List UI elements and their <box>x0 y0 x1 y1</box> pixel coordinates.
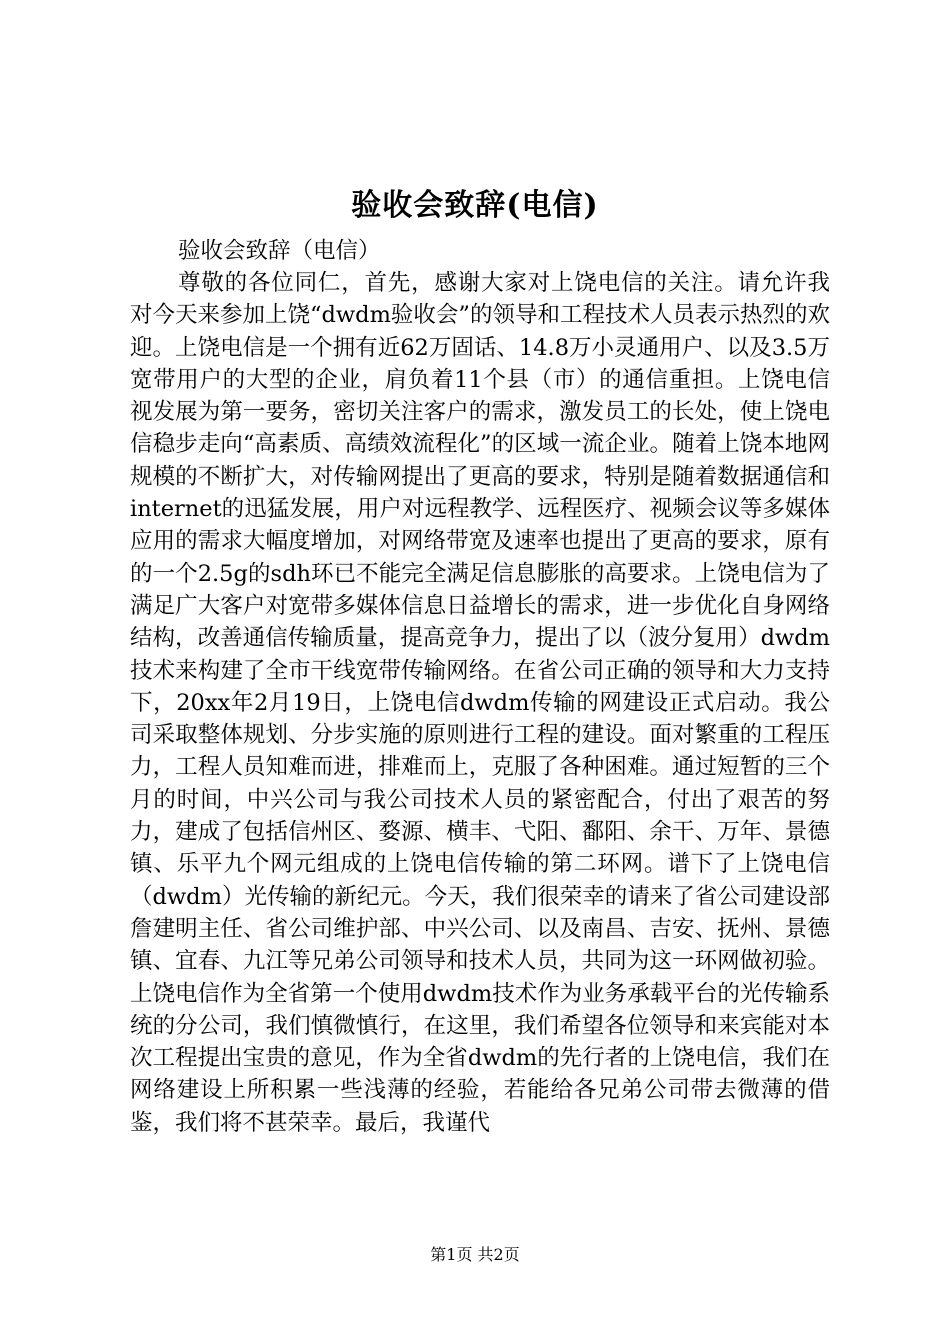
document-body: 尊敬的各位同仁，首先，感谢大家对上饶电信的关注。请允许我对今天来参加上饶“dwdm验收会”的领导和工程技术人员表示热烈的欢迎。上饶电信是一个拥有近62万固话、14.8万小灵通用户、以及3.5万宽带用户的大型的企业，肩负着11个县（市）的通信重担。上饶电信视发展为第一要务，密切关注客户的需求，激发员工的长处，使上饶电信稳步走向“高素质、高绩效流程化”的区域一流企业。随着上饶本地网规模的不断扩大，对传输网提出了更高的要求，特别是随着数据通信和internet的迅猛发展，用户对远程教学、远程医疗、视频会议等多媒体应用的需求大幅度增加，对网络带宽及速率也提出了更高的要求，原有的一个2.5g的sdh环已不能完全满足信息膨胀的高要求。上饶电信为了满足广大客户对宽带多媒体信息日益增长的需求，进一步优化自身网络结构，改善通信传输质量，提高竞争力，提出了以（波分复用）dwdm技术来构建了全市干线宽带传输网络。在省公司正确的领导和大力支持下，20xx年2月19日，上饶电信dwdm传输的网建设正式启动。我公司采取整体规划、分步实施的原则进行工程的建设。面对繁重的工程压力，工程人员知难而进，排难而上，克服了各种困难。通过短暂的三个月的时间，中兴公司与我公司技术人员的紧密配合，付出了艰苦的努力，建成了包括信州区、婺源、横丰、弋阳、鄱阳、余干、万年、景德镇、乐平九个网元组成的上饶电信传输的第二环网。谱下了上饶电信（dwdm）光传输的新纪元。今天，我们很荣幸的请来了省公司建设部詹建明主任、省公司维护部、中兴公司、以及南昌、吉安、抚州、景德镇、宜春、九江等兄弟公司领导和技术人员，共同为这一环网做初验。上饶电信作为全省第一个使用dwdm技术作为业务承载平台的光传输系统的分公司，我们慎微慎行，在这里，我们希望各位领导和来宾能对本次工程提出宝贵的意见，作为全省dwdm的先行者的上饶电信，我们在网络建设上所积累一些浅薄的经验，若能给各兄弟公司带去微薄的借鉴，我们将不甚荣幸。最后，我谨代 <box>130 270 830 1136</box>
document-subtitle: 验收会致辞（电信） <box>178 238 381 264</box>
page-footer: 第1页 共2页 <box>430 1245 520 1264</box>
document-title: 验收会致辞(电信) <box>351 188 599 223</box>
